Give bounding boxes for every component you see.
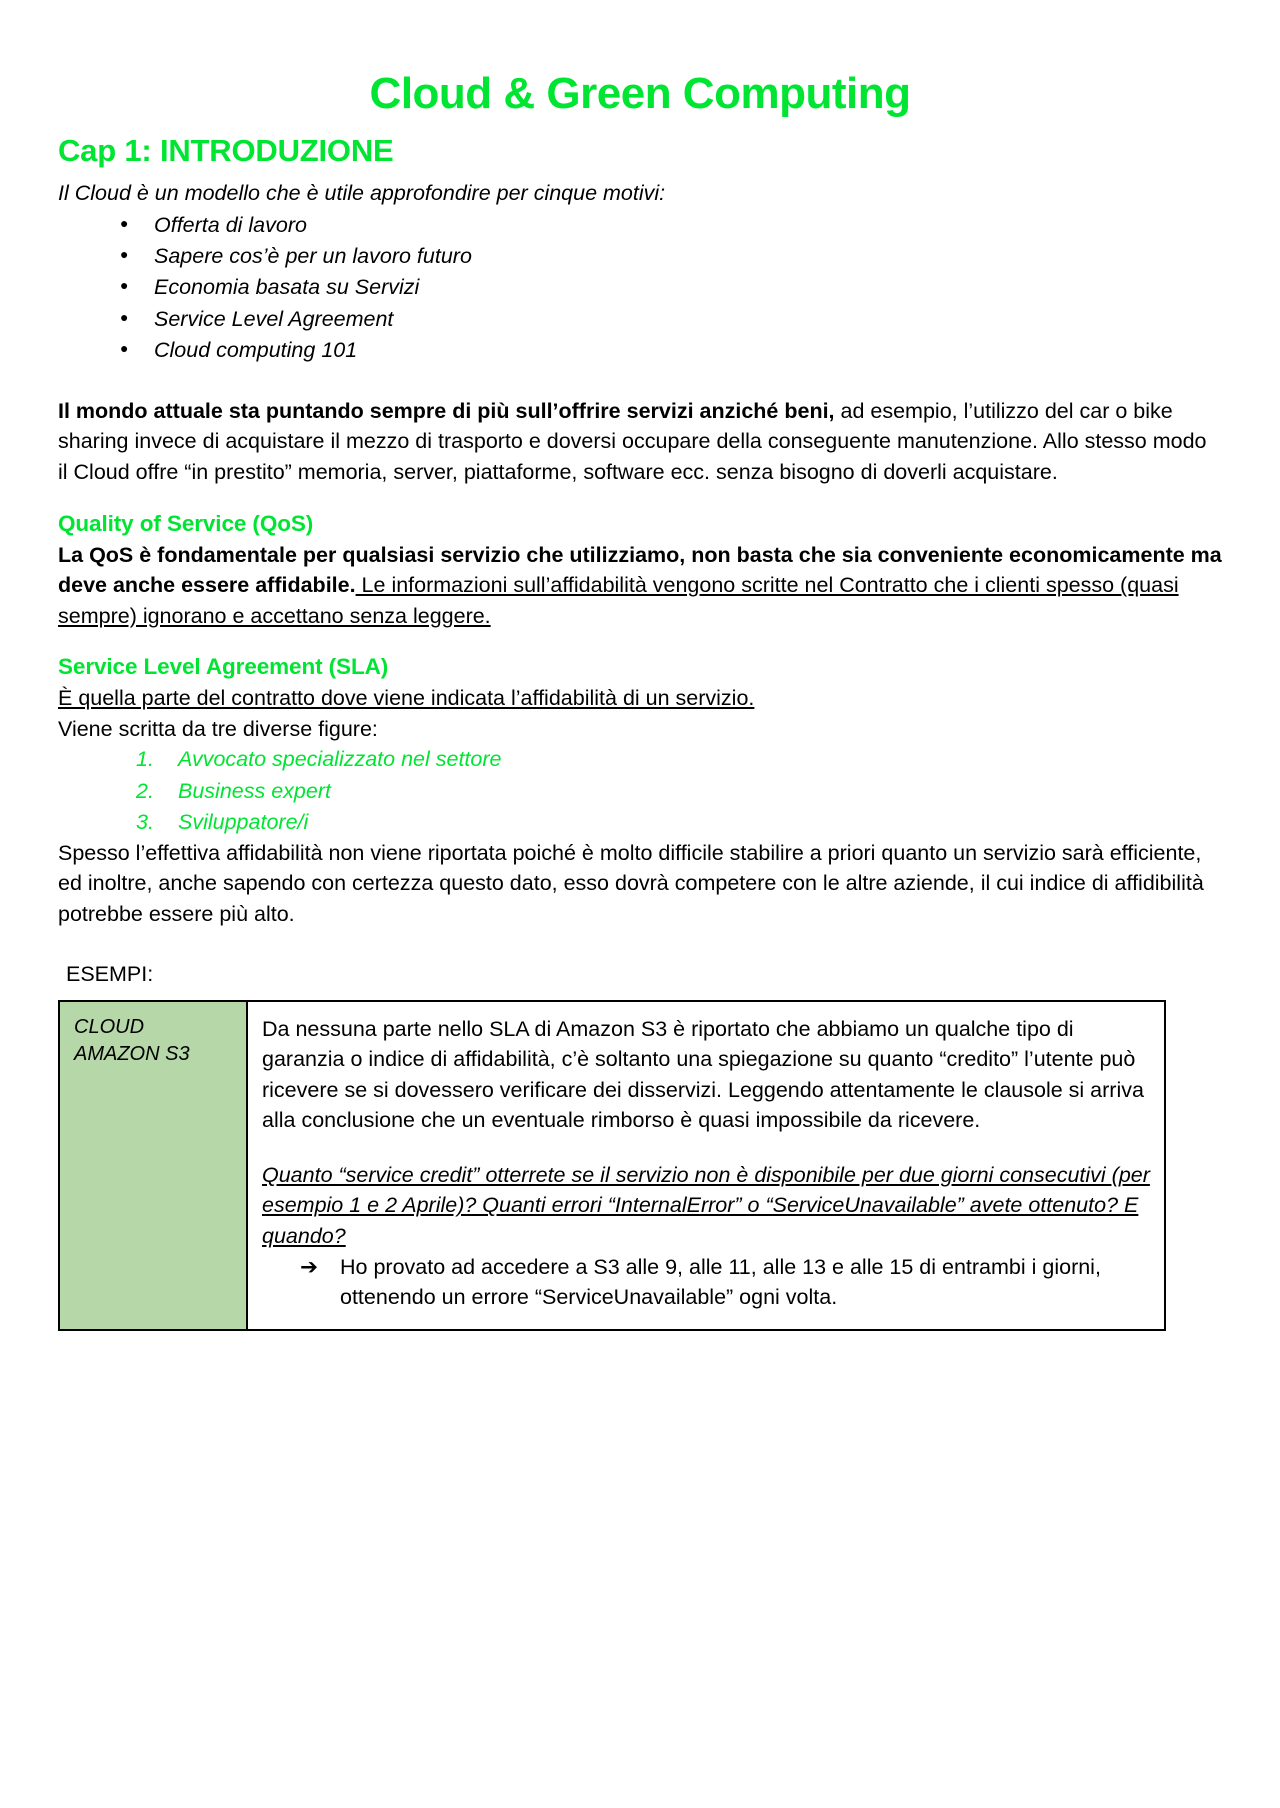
table-cell-label-line2: AMAZON S3 (74, 1042, 190, 1065)
intro-paragraph (58, 396, 1222, 488)
document-title: Cloud & Green Computing (369, 69, 911, 118)
table-cell-paragraph: Da nessuna parte nello SLA di Amazon S3 è riportato che abbiamo un qualche tipo di garanzia o indice di affidabilità, c’è soltanto una spiegazione su quanto “credito” l’utente può ricevere se si dovessero verificare dei disservizi. Leggendo attentamente le clausole si arriva alla conclusione che un eventuale rimborso è quasi impossibile da ricevere. (262, 1016, 1144, 1133)
motivi-list (58, 210, 1222, 366)
intro-lead-text: Il Cloud è un modello che è utile approfondire per cinque motivi: (58, 180, 666, 205)
table-cell-content (247, 1001, 1165, 1330)
spacer (262, 1136, 1150, 1160)
list-item: Avvocato specializzato nel settore (178, 747, 502, 772)
sla-underlined-intro (58, 683, 1222, 714)
list-item: Sviluppatore/i (178, 809, 309, 834)
table-row (59, 1001, 1165, 1330)
table-cell-answer-text: Ho provato ad accedere a S3 alle 9, alle 11, alle 13 e alle 15 di entrambi i giorni, ottenendo un errore “ServiceUnavailable” ogni volta. (340, 1254, 1101, 1310)
arrow-right-icon: ➔ (300, 1254, 319, 1279)
sla-closing-paragraph: Spesso l’effettiva affidabilità non viene riportata poiché è molto difficile stabilire a priori quanto un servizio sarà efficiente, ed inoltre, anche sapendo con certezza questo dato, esso dovrà competere con le altre aziende, il cui indice di affidibilità potrebbe essere più alto. (58, 840, 1204, 926)
intro-paragraph-bold: Il mondo attuale sta puntando sempre di più sull’offrire servizi anziché beni, (58, 398, 835, 423)
list-item: ● Economia basata su Servizi (120, 272, 1222, 303)
esempi-label: ESEMPI: (66, 962, 154, 987)
list-item: ● Sapere cos’è per un lavoro futuro (120, 241, 1222, 272)
chapter-heading: Cap 1: INTRODUZIONE (58, 133, 394, 169)
qos-paragraph (58, 540, 1222, 632)
table-cell-label (59, 1001, 247, 1330)
spacer (58, 631, 1222, 653)
intro-paragraph-rest: ad esempio, l’utilizzo del car o bike sharing invece di acquistare il mezzo di trasporto e doversi occupare della conseguente manutenzione. Allo stesso modo il Cloud offre “in prestito” memoria, server, piattaforme, software ecc. senza bisogno di doverli acquistare. (58, 398, 1207, 484)
sla-written-by: Viene scritta da tre diverse figure: (58, 716, 378, 741)
spacer (58, 366, 1222, 396)
list-item: ● Offerta di lavoro (120, 210, 1222, 241)
qos-paragraph-bold: La QoS è fondamentale per qualsiasi servizio che utilizziamo, non basta che sia conveniente economicamente ma deve anche essere affidabile. (58, 542, 1222, 598)
qos-heading: Quality of Service (QoS) (58, 510, 314, 536)
spacer (58, 488, 1222, 510)
list-item: ● Cloud computing 101 (120, 335, 1222, 366)
list-item: Business expert (178, 778, 331, 803)
table-cell-question: Quanto “service credit” otterrete se il servizio non è disponibile per due giorni consecutivi (per esempio 1 e 2 Aprile)? Quanti errori “InternalError” o “ServiceUnavailable” avete ottenuto? E quando? (262, 1162, 1150, 1248)
table-cell-label-line1: CLOUD (74, 1015, 145, 1038)
sla-underlined-intro-text: È quella parte del contratto dove viene indicata l’affidabilità di un servizio. (58, 686, 755, 711)
sla-heading: Service Level Agreement (SLA) (58, 654, 389, 680)
list-item: ● Service Level Agreement (120, 304, 1222, 335)
qos-paragraph-underlined: Le informazioni sull’affidabilità vengono scritte nel Contratto che i clienti spesso (quasi sempre) ignorano e accettano senza leggere. (58, 573, 1179, 628)
table-cell-answer-item (262, 1252, 1150, 1313)
sla-figures-list (58, 744, 1222, 838)
spacer (58, 929, 1222, 959)
examples-table (58, 1000, 1166, 1331)
